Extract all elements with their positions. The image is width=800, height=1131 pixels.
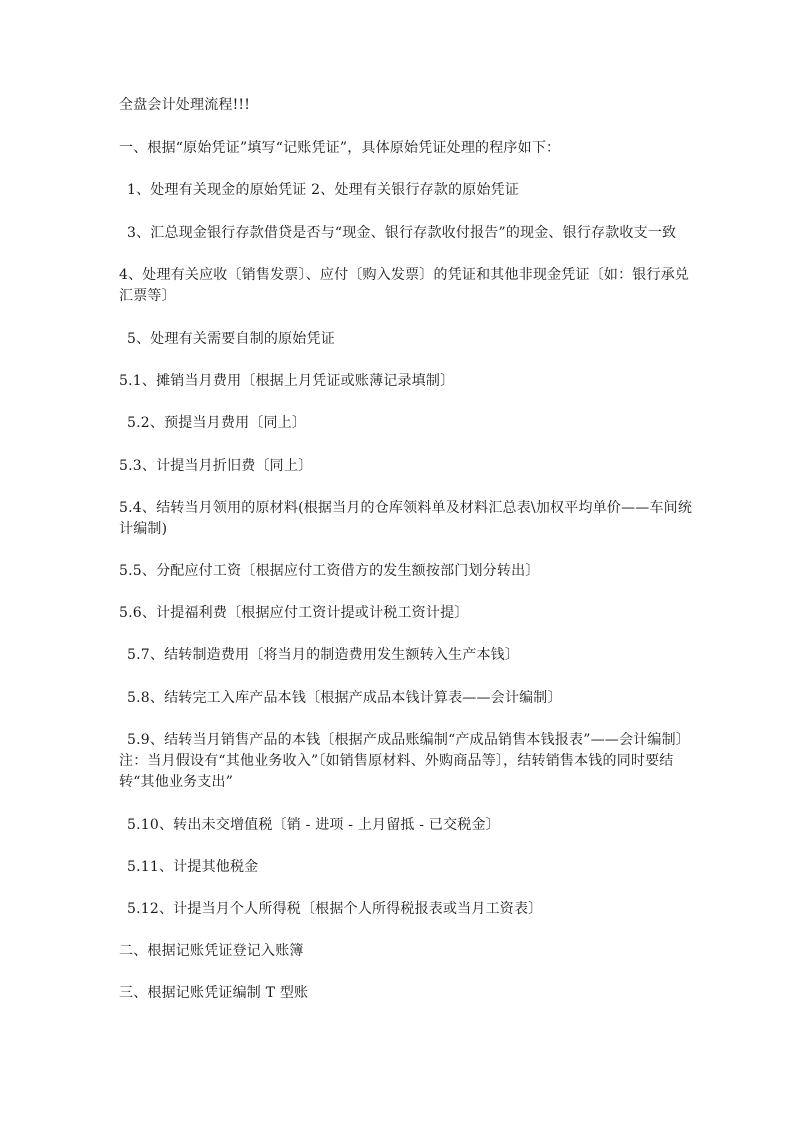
- document-title: 全盘会计处理流程!!!: [119, 97, 251, 113]
- paragraph-note: 注：当月假设有“其他业务收入”〔如销售原材料、外购商品等〕，结转销售本钱的同时要结转“其他业务支出”: [119, 753, 674, 790]
- paragraph-3: 3、汇总现金银行存款借贷是否与“现金、银行存款收付报告”的现金、银行存款收支一致: [127, 225, 677, 241]
- paragraph-5-6: 5.6、计提福利费〔根据应付工资计提或计税工资计提〕: [119, 605, 469, 621]
- paragraph-5-2: 5.2、预提当月费用〔同上〕: [127, 415, 307, 431]
- paragraph-section-3: 三、根据记账凭证编制 T 型账: [119, 985, 309, 1001]
- paragraph-5-5: 5.5、分配应付工资〔根据应付工资借方的发生额按部门划分转出〕: [119, 563, 540, 579]
- paragraph-2: 1、处理有关现金的原始凭证 2、处理有关银行存款的原始凭证: [127, 182, 520, 198]
- paragraph-5-10: 5.10、转出未交增值税〔销 - 进项 - 上月留抵 - 已交税金〕: [127, 817, 500, 833]
- paragraph-5-12: 5.12、计提当月个人所得税〔根据个人所得税报表或当月工资表〕: [127, 901, 543, 917]
- paragraph-5-7: 5.7、结转制造费用〔将当月的制造费用发生额转入生产本钱〕: [127, 647, 520, 663]
- paragraph-5-11: 5.11、计提其他税金: [127, 859, 259, 875]
- paragraph-4: 4、处理有关应收〔销售发票〕、应付〔购入发票〕的凭证和其他非现金凭证〔如：银行承兑汇票等〕: [119, 267, 690, 304]
- paragraph-section-2: 二、根据记账凭证登记入账簿: [119, 943, 304, 959]
- paragraph-1: 一、根据“原始凭证”填写“记账凭证”，具体原始凭证处理的程序如下：: [119, 140, 561, 156]
- paragraph-5-8: 5.8、结转完工入库产品本钱〔根据产成品本钱计算表——会计编制〕: [127, 690, 562, 706]
- paragraph-5: 5、处理有关需要自制的原始凭证: [127, 331, 335, 347]
- paragraph-5-4: 5.4、结转当月领用的原材料(根据当月的仓库领料单及材料汇总表\加权平均单价——车间统计编制): [119, 500, 693, 537]
- paragraph-5-1: 5.1、摊销当月费用〔根据上月凭证或账薄记录填制〕: [119, 373, 455, 389]
- paragraph-5-9: 5.9、结转当月销售产品的本钱〔根据产成品账编制“产成品销售本钱报表”——会计编制〕: [127, 732, 690, 748]
- paragraph-5-3: 5.3、计提当月折旧费〔同上〕: [119, 458, 313, 474]
